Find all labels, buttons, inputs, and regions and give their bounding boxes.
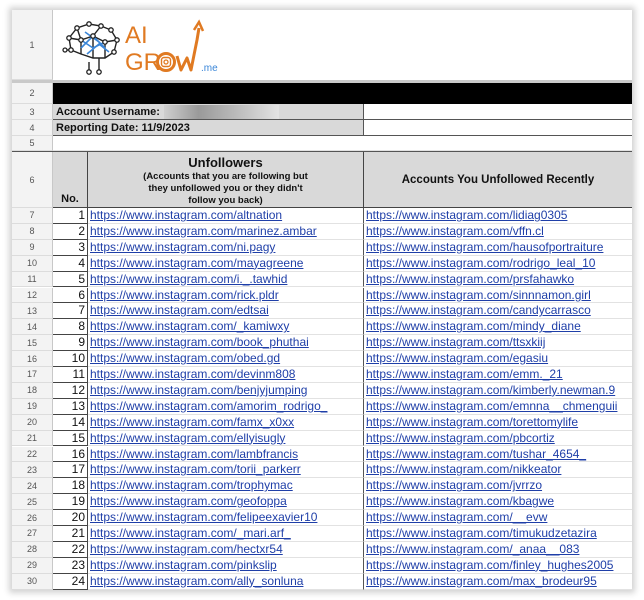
table-row bbox=[12, 335, 632, 351]
row-header[interactable]: 15 bbox=[12, 335, 53, 351]
unfollower-link[interactable]: https://www.instagram.com/felipeexavier10 bbox=[88, 510, 364, 526]
table-row bbox=[12, 558, 632, 574]
svg-text:AI: AI bbox=[125, 22, 148, 49]
header-unfollowers[interactable] bbox=[88, 152, 364, 208]
unfollowed-link[interactable]: https://www.instagram.com/egasiu bbox=[364, 351, 632, 367]
unfollower-link[interactable]: https://www.instagram.com/geofoppa bbox=[88, 494, 364, 510]
sheet-row-4 bbox=[12, 120, 632, 136]
redacted-username bbox=[164, 105, 279, 119]
row-header[interactable]: 21 bbox=[12, 431, 53, 447]
table-row bbox=[12, 431, 632, 447]
unfollowed-link[interactable]: https://www.instagram.com/lidiag0305 bbox=[364, 208, 632, 224]
row-header[interactable]: 22 bbox=[12, 447, 53, 463]
empty-cell[interactable] bbox=[53, 136, 632, 151]
row-number-cell[interactable]: 2 bbox=[53, 224, 88, 240]
row-header[interactable]: 3 bbox=[12, 104, 53, 120]
reporting-date-cell[interactable] bbox=[53, 120, 364, 136]
unfollowed-link[interactable]: https://www.instagram.com/vffn.cl bbox=[364, 224, 632, 240]
row-number-cell[interactable]: 10 bbox=[53, 351, 88, 367]
row-number-cell[interactable]: 7 bbox=[53, 303, 88, 319]
row-number-cell[interactable]: 16 bbox=[53, 447, 88, 463]
row-header[interactable]: 11 bbox=[12, 272, 53, 288]
row-number-cell[interactable]: 14 bbox=[53, 415, 88, 431]
row-header[interactable]: 13 bbox=[12, 303, 53, 319]
row-number-cell[interactable]: 12 bbox=[53, 383, 88, 399]
logo-cell[interactable] bbox=[53, 10, 632, 80]
row-header[interactable]: 12 bbox=[12, 288, 53, 304]
table-row bbox=[12, 351, 632, 367]
table-row bbox=[12, 303, 632, 319]
table-row bbox=[12, 383, 632, 399]
row-header[interactable]: 28 bbox=[12, 542, 53, 558]
row-number-cell[interactable]: 4 bbox=[53, 256, 88, 272]
unfollowed-link[interactable]: https://www.instagram.com/finley_hughes2005 bbox=[364, 558, 632, 574]
unfollower-link[interactable]: https://www.instagram.com/_kamiwxy bbox=[88, 319, 364, 335]
header-no[interactable]: No. bbox=[53, 152, 88, 208]
row-header[interactable]: 7 bbox=[12, 208, 53, 224]
reporting-date-label: Reporting Date: 11/9/2023 bbox=[56, 121, 190, 134]
unfollower-link[interactable]: https://www.instagram.com/ally_sonluna bbox=[88, 574, 364, 590]
spreadsheet-card bbox=[12, 10, 632, 590]
row-number-cell[interactable]: 15 bbox=[53, 431, 88, 447]
unfollower-link[interactable]: https://www.instagram.com/devinm808 bbox=[88, 367, 364, 383]
table-row bbox=[12, 319, 632, 335]
unfollowed-link[interactable]: https://www.instagram.com/emnna__chmenguii bbox=[364, 399, 632, 415]
unfollowed-link[interactable]: https://www.instagram.com/kbagwe bbox=[364, 494, 632, 510]
row-header[interactable]: 25 bbox=[12, 494, 53, 510]
row-number-cell[interactable]: 8 bbox=[53, 319, 88, 335]
unfollowers-title: Unfollowers bbox=[188, 155, 263, 170]
unfollowed-link[interactable]: https://www.instagram.com/pbcortiz bbox=[364, 431, 632, 447]
table-row bbox=[12, 399, 632, 415]
table-row bbox=[12, 494, 632, 510]
table-row bbox=[12, 240, 632, 256]
row-header[interactable]: 30 bbox=[12, 574, 53, 590]
unfollowed-link[interactable]: https://www.instagram.com/mindy_diane bbox=[364, 319, 632, 335]
table-row bbox=[12, 462, 632, 478]
table-row bbox=[12, 272, 632, 288]
row-header[interactable]: 26 bbox=[12, 510, 53, 526]
row-number-cell[interactable]: 13 bbox=[53, 399, 88, 415]
table-row bbox=[12, 224, 632, 240]
unfollower-link[interactable]: https://www.instagram.com/book_phuthai bbox=[88, 335, 364, 351]
unfollowed-link[interactable]: https://www.instagram.com/nikkeator bbox=[364, 462, 632, 478]
row-header[interactable]: 24 bbox=[12, 478, 53, 494]
row-number-cell[interactable]: 24 bbox=[53, 574, 88, 590]
unfollowed-link[interactable]: https://www.instagram.com/tushar_4654_ bbox=[364, 447, 632, 463]
brain-network-icon bbox=[59, 16, 239, 76]
header-unfollowed-recently[interactable]: Accounts You Unfollowed Recently bbox=[364, 152, 632, 208]
unfollowed-link[interactable]: https://www.instagram.com/hausofportraiture bbox=[364, 240, 632, 256]
table-row bbox=[12, 447, 632, 463]
row-header[interactable]: 6 bbox=[12, 152, 53, 208]
unfollower-link[interactable]: https://www.instagram.com/hectxr54 bbox=[88, 542, 364, 558]
row-header[interactable]: 27 bbox=[12, 526, 53, 542]
row-header[interactable]: 20 bbox=[12, 415, 53, 431]
row-header[interactable]: 19 bbox=[12, 399, 53, 415]
unfollower-link[interactable]: https://www.instagram.com/lambfrancis bbox=[88, 447, 364, 463]
table-row bbox=[12, 526, 632, 542]
row-number-cell[interactable]: 6 bbox=[53, 288, 88, 304]
row-number-cell[interactable]: 9 bbox=[53, 335, 88, 351]
row-number-cell[interactable]: 3 bbox=[53, 240, 88, 256]
sheet-row-2 bbox=[12, 83, 632, 104]
table-row bbox=[12, 542, 632, 558]
table-row bbox=[12, 478, 632, 494]
unfollower-link[interactable]: https://www.instagram.com/ni.pagy bbox=[88, 240, 364, 256]
unfollowed-link[interactable]: https://www.instagram.com/max_brodeur95 bbox=[364, 574, 632, 590]
unfollower-link[interactable]: https://www.instagram.com/i._.tawhid bbox=[88, 272, 364, 288]
unfollowed-link[interactable]: https://www.instagram.com/_anaa__083 bbox=[364, 542, 632, 558]
row-number-cell[interactable]: 20 bbox=[53, 510, 88, 526]
row-header[interactable]: 1 bbox=[12, 10, 53, 80]
row-number-cell[interactable]: 21 bbox=[53, 526, 88, 542]
table-row bbox=[12, 256, 632, 272]
table-row bbox=[12, 288, 632, 304]
unfollower-link[interactable]: https://www.instagram.com/famx_x0xx bbox=[88, 415, 364, 431]
unfollowers-subtitle: (Accounts that you are following but they unfollowed you or they didn't follow you back) bbox=[143, 171, 308, 206]
aigrow-logo bbox=[59, 16, 239, 76]
empty-cell[interactable] bbox=[364, 120, 632, 136]
table-row bbox=[12, 367, 632, 383]
black-banner-cell[interactable] bbox=[53, 83, 632, 104]
row-header[interactable]: 14 bbox=[12, 319, 53, 335]
unfollowed-link[interactable]: https://www.instagram.com/torettomylife bbox=[364, 415, 632, 431]
table-row bbox=[12, 510, 632, 526]
row-number-cell[interactable]: 23 bbox=[53, 558, 88, 574]
row-header[interactable]: 5 bbox=[12, 136, 53, 151]
sheet-row-6 bbox=[12, 151, 632, 208]
unfollower-link[interactable]: https://www.instagram.com/altnation bbox=[88, 208, 364, 224]
unfollower-link[interactable]: https://www.instagram.com/mayagreene bbox=[88, 256, 364, 272]
unfollower-link[interactable]: https://www.instagram.com/benjyjumping bbox=[88, 383, 364, 399]
unfollowed-link[interactable]: https://www.instagram.com/emm._21 bbox=[364, 367, 632, 383]
row-header[interactable]: 8 bbox=[12, 224, 53, 240]
unfollower-link[interactable]: https://www.instagram.com/obed.gd bbox=[88, 351, 364, 367]
sheet-row-1 bbox=[12, 10, 632, 83]
row-header[interactable]: 18 bbox=[12, 383, 53, 399]
account-username-label: Account Username: bbox=[56, 105, 160, 118]
unfollower-link[interactable]: https://www.instagram.com/ellyisugly bbox=[88, 431, 364, 447]
unfollowed-link[interactable]: https://www.instagram.com/rodrigo_leal_10 bbox=[364, 256, 632, 272]
row-number-cell[interactable]: 17 bbox=[53, 462, 88, 478]
table-row bbox=[12, 574, 632, 590]
table-row bbox=[12, 208, 632, 224]
row-header[interactable]: 9 bbox=[12, 240, 53, 256]
unfollowed-link[interactable]: https://www.instagram.com/prsfahawko bbox=[364, 272, 632, 288]
unfollowed-link[interactable]: https://www.instagram.com/candycarrasco bbox=[364, 303, 632, 319]
row-number-cell[interactable]: 1 bbox=[53, 208, 88, 224]
row-number-cell[interactable]: 5 bbox=[53, 272, 88, 288]
row-header[interactable]: 29 bbox=[12, 558, 53, 574]
empty-cell[interactable] bbox=[364, 104, 632, 120]
sheet-row-3 bbox=[12, 104, 632, 120]
unfollower-link[interactable]: https://www.instagram.com/edtsai bbox=[88, 303, 364, 319]
account-username-cell[interactable] bbox=[53, 104, 364, 120]
unfollower-link[interactable]: https://www.instagram.com/rick.pldr bbox=[88, 288, 364, 304]
unfollower-link[interactable]: https://www.instagram.com/_mari.arf_ bbox=[88, 526, 364, 542]
row-number-cell[interactable]: 11 bbox=[53, 367, 88, 383]
row-header[interactable]: 16 bbox=[12, 351, 53, 367]
unfollower-link[interactable]: https://www.instagram.com/amorim_rodrigo_ bbox=[88, 399, 364, 415]
unfollower-link[interactable]: https://www.instagram.com/marinez.ambar bbox=[88, 224, 364, 240]
svg-text:GR: GR bbox=[125, 49, 161, 76]
row-header[interactable]: 4 bbox=[12, 120, 53, 136]
unfollowed-link[interactable]: https://www.instagram.com/sinnnamon.girl bbox=[364, 288, 632, 304]
row-header[interactable]: 2 bbox=[12, 83, 53, 104]
row-number-cell[interactable]: 19 bbox=[53, 494, 88, 510]
unfollowed-link[interactable]: https://www.instagram.com/kimberly.newman.9 bbox=[364, 383, 632, 399]
table-row bbox=[12, 415, 632, 431]
unfollowed-link[interactable]: https://www.instagram.com/ttsxkiij bbox=[364, 335, 632, 351]
unfollowed-link[interactable]: https://www.instagram.com/jvrrzo bbox=[364, 478, 632, 494]
row-header[interactable]: 10 bbox=[12, 256, 53, 272]
unfollower-link[interactable]: https://www.instagram.com/pinkslip bbox=[88, 558, 364, 574]
row-header[interactable]: 23 bbox=[12, 462, 53, 478]
row-number-cell[interactable]: 18 bbox=[53, 478, 88, 494]
unfollower-link[interactable]: https://www.instagram.com/trophymac bbox=[88, 478, 364, 494]
unfollowed-link[interactable]: https://www.instagram.com/__evw bbox=[364, 510, 632, 526]
unfollowed-link[interactable]: https://www.instagram.com/timukudzetazira bbox=[364, 526, 632, 542]
row-number-cell[interactable]: 22 bbox=[53, 542, 88, 558]
sheet-row-5 bbox=[12, 136, 632, 151]
svg-text:.me: .me bbox=[201, 63, 218, 74]
unfollower-link[interactable]: https://www.instagram.com/torii_parkerr bbox=[88, 462, 364, 478]
row-header[interactable]: 17 bbox=[12, 367, 53, 383]
